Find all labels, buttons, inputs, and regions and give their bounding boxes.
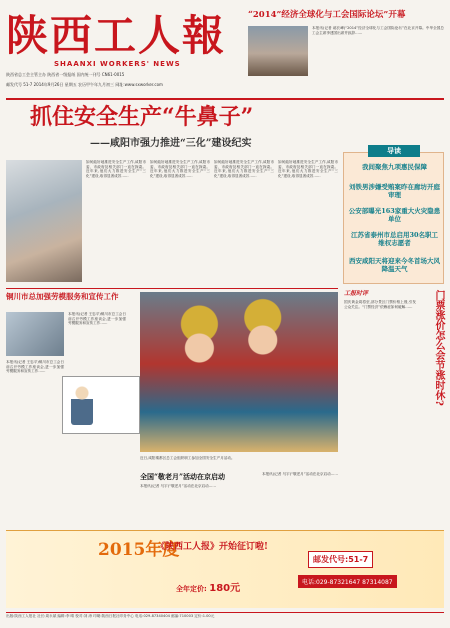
subscription-ad <box>6 530 444 608</box>
elder-story-body: 本报讯(记者 马宇)“敬老月”活动在北京启动…… <box>140 484 216 488</box>
masthead-title: 陕西工人報 <box>6 11 227 60</box>
ad-paper: 《陕西工人报》开始征订啦! <box>156 542 268 552</box>
top-headline-photo <box>248 26 308 76</box>
masthead-date: 2014年9月26日 <box>33 82 64 87</box>
masthead-meta-3: 国内统一刊号 CN61-0015 <box>76 72 125 77</box>
sidebar <box>343 147 444 284</box>
cartoon-figure-icon <box>71 385 93 425</box>
second-story-col-1: 本报讯(记者 王忠平)铜川市总工会日前召开劳模工作座谈会,进一步加强劳模服务和宣传工作…… <box>68 312 126 326</box>
masthead-rule <box>6 98 444 100</box>
commentary-title: 门票涨价怎么会节涨时休? <box>433 290 444 406</box>
masthead-meta-2: 陕西省一级报纸 <box>47 72 76 77</box>
masthead-lunar: 农历甲午年九月初三 <box>78 82 115 87</box>
sidebar-item-4[interactable]: 江苏省泰州市总启用30名职工维权志愿者 <box>350 231 439 247</box>
footer-rule <box>6 612 444 613</box>
main-story-col-1: 如何能好地推进安全生产工作,咸阳市委、市政府及相关部门一直在探索。近年来,他们大力推进安全生产“三化”建设,取得显著成效…… <box>86 160 146 179</box>
sidebar-title: 导读 <box>387 147 401 155</box>
ad-price-label: 全年定价: <box>176 585 207 593</box>
commentary-label: 工报时评 <box>344 290 369 297</box>
cartoon-box <box>62 376 140 434</box>
masthead-date-row <box>6 82 241 88</box>
masthead-weekday: 星期五 <box>64 82 77 87</box>
sidebar-item-2[interactable]: 刘铁男涉嫌受贿案昨在廊坊开庭审理 <box>349 183 440 199</box>
main-story-title: 抓住安全生产“牛鼻子” <box>30 104 254 130</box>
ad-code: 邮发代号:51-7 <box>308 551 373 568</box>
commentary-body: 国庆黄金周将至,部分景区门票价格上涨,引发公众关注。“门票经济”依赖症如何破解…… <box>344 300 416 309</box>
main-story-col-3: 如何能好地推进安全生产工作,咸阳市委、市政府及相关部门一直在探索。近年来,他们大力推进安全生产“三化”建设,取得显著成效…… <box>214 160 274 179</box>
second-story-col-2: 本报讯(记者 王忠平)铜川市总工会日前召开劳模工作座谈会,进一步加强劳模服务和宣传工作…… <box>6 360 64 374</box>
center-photo <box>140 292 338 452</box>
sidebar-item-3[interactable]: 公安部曝光163家重大火灾隐患单位 <box>348 207 441 223</box>
sidebar-item-1[interactable]: 我间聚焦九项惠民保障 <box>362 163 427 171</box>
second-story-title: 铜川市总加强劳模服务和宣传工作 <box>6 292 119 301</box>
ad-year: 2015年度 <box>98 540 180 560</box>
sidebar-header <box>368 145 420 157</box>
masthead-website: 网址:www.sxworker.com <box>115 82 163 87</box>
second-story-photo <box>6 312 64 356</box>
top-headline-body: 本报讯(记者 郝长峰)“2014”经济全球化与工会国际论坛”在北京开幕。中华全国总工会主席李建国出席并致辞…… <box>312 26 444 35</box>
section-rule-2 <box>6 288 338 289</box>
main-story-photo <box>6 160 82 282</box>
masthead-pinyin: SHAANXI WORKERS' NEWS <box>54 60 181 68</box>
sidebar-item-5[interactable]: 西安咸阳天将迎来今冬首场大风降温天气 <box>349 257 440 273</box>
ad-price: 180元 <box>209 583 241 594</box>
ad-price-row <box>176 579 240 594</box>
main-story-col-2: 如何能好地推进安全生产工作,咸阳市委、市政府及相关部门一直在探索。近年来,他们大力推进安全生产“三化”建设,取得显著成效…… <box>150 160 210 179</box>
center-photo-caption: 近日,咸阳秦都区总工会组织职工参加全国安全生产月活动。 <box>140 456 235 460</box>
masthead-meta <box>6 72 211 78</box>
main-story-subtitle: ——咸阳市强力推进“三化”建设纪实 <box>90 138 252 149</box>
footer-text: 出版:陕西工人报社 社长:周永斌 编辑:李 晴 校对:刘 涛 印刷:陕西日报社印务中心 电话:029-87340404 邮编:710003 定价:1.00元 <box>6 614 215 618</box>
main-story-col-4: 如何能好地推进安全生产工作,咸阳市委、市政府及相关部门一直在探索。近年来,他们大力推进安全生产“三化”建设,取得显著成效…… <box>278 160 338 179</box>
ad-phone: 电话:029-87321647 87314087 <box>298 575 397 588</box>
top-headline-title: “2014”经济全球化与工会国际论坛”开幕 <box>248 10 406 20</box>
masthead-meta-1: 陕西省总工会主管主办 <box>6 72 46 77</box>
elder-story-col-2: 本报讯(记者 马宇)“敬老月”活动在北京启动…… <box>262 472 338 476</box>
masthead-postal: 邮发代号 51-7 <box>6 82 33 87</box>
elder-story-title: 全国“敬老月”活动在京启动 <box>140 472 226 481</box>
